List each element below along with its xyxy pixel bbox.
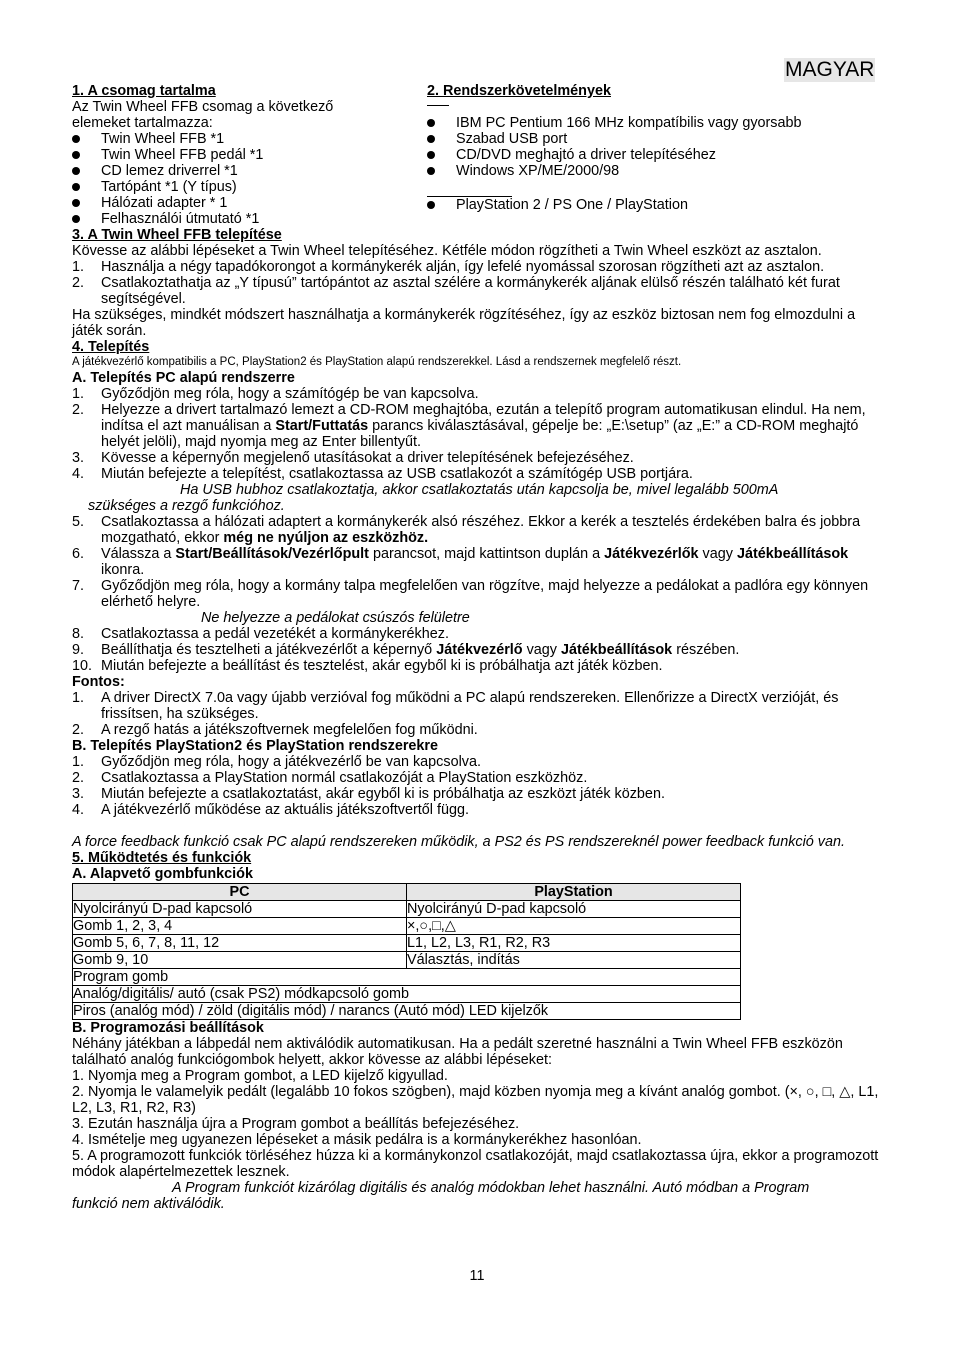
list-item: 9. Beállíthatja és tesztelheti a játékvezérlőt a képernyő Játékvezérlő vagy Játékbeállítások részében. — [72, 642, 740, 658]
list-item: IBM PC Pentium 166 MHz kompatíbilis vagy gyorsabb — [427, 115, 887, 131]
list-item: 10. Miután befejezte a beállítást és tesztelést, akár egyből ki is próbálhatja azt játék közben. — [72, 658, 663, 674]
installation-note: A játékvezérlő kompatibilis a PC, PlayStation2 és PlayStation alapú rendszerekkel. Lásd a rendszernek megfelelő részt. — [72, 356, 682, 368]
list-item: Twin Wheel FFB *1 — [72, 131, 417, 147]
list-item: 5. Csatlakoztassa a hálózati adaptert a kormánykerék alsó részéhez. Ekkor a kerék a tesztelés érdekében balra és jobbra mozgatható, ekkor még ne nyúljon az eszközhöz. — [72, 514, 861, 546]
pc-install-title: A. Telepítés PC alapú rendszerre — [72, 370, 295, 386]
list-item: 4. Miután befejezte a telepítést, csatlakoztassa az USB csatlakozót a számítógép USB portjára. — [72, 466, 693, 482]
language-label: MAGYAR — [785, 58, 875, 81]
table-cell: L1, L2, L3, R1, R2, R3 — [407, 935, 741, 952]
list-item: 4. A játékvezérlő működése az aktuális játékszoftvertől függ. — [72, 802, 469, 818]
table-header-row — [73, 884, 741, 901]
console-requirements-list — [427, 197, 887, 213]
wheel-install-outro: Ha szükséges, mindkét módszert használhatja a kormánykerék rögzítéséhez, így az eszköz biztosan nem fog elmozdulni a játék során. — [72, 307, 856, 339]
table-row — [73, 969, 741, 986]
list-item: 2. Csatlakoztassa a PlayStation normál csatlakozóját a PlayStation eszközhöz. — [72, 770, 588, 786]
list-item: Hálózati adapter * 1 — [72, 195, 417, 211]
usb-hub-note: Ha USB hubhoz csatlakoztatja, akkor csatlakoztatás után kapcsolja be, mivel legalább 500mA — [180, 482, 779, 498]
page-number: 11 — [469, 1268, 485, 1284]
table-row — [73, 986, 741, 1003]
system-requirements-section — [427, 83, 887, 213]
operation-title: 5. Működtetés és funkciók — [72, 850, 252, 866]
list-item: 8. Csatlakoztassa a pedál vezetékét a kormánykerékhez. — [72, 626, 449, 642]
table-cell: Nyolcirányú D-pad kapcsoló — [407, 901, 741, 918]
list-item: 7. Győződjön meg róla, hogy a kormány talpa megfelelően van rögzítve, majd helyezze a pedálokat a padlóra egy könnyen elérhető helyre. — [72, 578, 869, 610]
pc-install-steps-cont — [72, 514, 884, 610]
table-cell: Gomb 1, 2, 3, 4 — [73, 918, 407, 935]
force-feedback-note: A force feedback funkció csak PC alapú rendszereken működik, a PS2 és PS rendszereknél power feedback funkció van. — [72, 834, 845, 850]
button-functions-table — [72, 883, 741, 1020]
list-item: 1. Használja a négy tapadókorongot a kormánykerék alján, így lefelé nyomással szorosan rögzítheti azt az asztalon. — [72, 259, 825, 275]
list-item: 3. Miután befejezte a csatlakoztatást, akár egyből ki is próbálhatja az eszközt játék közben. — [72, 786, 665, 802]
table-cell: Választás, indítás — [407, 952, 741, 969]
pc-install-steps-end — [72, 626, 884, 674]
pedal-note: Ne helyezze a pedálokat csúszós felületre — [201, 610, 470, 626]
package-contents-title: 1. A csomag tartalma — [72, 83, 216, 99]
list-item: CD/DVD meghajtó a driver telepítéséhez — [427, 147, 887, 163]
table-cell: Nyolcirányú D-pad kapcsoló — [73, 901, 407, 918]
wheel-install-steps — [72, 259, 884, 307]
program-mode-note-cont: funkció nem aktiválódik. — [72, 1196, 225, 1212]
installation-title: 4. Telepítés — [72, 339, 150, 355]
table-cell: Analóg/digitális/ autó (csak PS2) módkapcsoló gomb — [73, 986, 741, 1003]
list-item: Szabad USB port — [427, 131, 887, 147]
programming-step: 1. Nyomja meg a Program gombot, a LED kijelző kigyullad. — [72, 1068, 448, 1084]
list-item: Twin Wheel FFB pedál *1 — [72, 147, 417, 163]
package-contents-section — [72, 83, 417, 227]
list-item: Felhasználói útmutató *1 — [72, 211, 417, 227]
divider — [427, 105, 449, 106]
program-mode-note: A Program funkciót kizárólag digitális és analóg módokban lehet használni. Autó módban a Program — [172, 1180, 810, 1196]
wheel-install-intro: Kövesse az alábbi lépéseket a Twin Wheel telepítéséhez. Kétféle módon rögzítheti a Twin Wheel eszközt az asztalon. — [72, 243, 822, 259]
table-header-cell: PC — [73, 884, 407, 901]
ps-install-steps — [72, 754, 884, 818]
system-requirements-title: 2. Rendszerkövetelmények — [427, 83, 611, 99]
table-header-cell: PlayStation — [407, 884, 741, 901]
table-row — [73, 918, 741, 935]
important-title: Fontos: — [72, 674, 125, 690]
list-item: 1. Győződjön meg róla, hogy a játékvezérlő be van kapcsolva. — [72, 754, 481, 770]
list-item: Windows XP/ME/2000/98 — [427, 163, 887, 179]
programming-step: 3. Ezután használja újra a Program gombot a beállítás befejezéséhez. — [72, 1116, 520, 1132]
table-cell: ×,○,□,△ — [407, 918, 741, 935]
programming-step: 4. Ismételje meg ugyanezen lépéseket a másik pedálra is a kormánykerékhez hasonlóan. — [72, 1132, 642, 1148]
list-item: 2. Csatlakoztathatja az „Y típusú” tartópántot az asztal szélére a kormánykerék aljának elülső részén található két furat segítségével. — [72, 275, 840, 307]
list-item: Tartópánt *1 (Y típus) — [72, 179, 417, 195]
package-contents-intro: Az Twin Wheel FFB csomag a következő elemeket tartalmazza: — [72, 99, 334, 131]
table-cell: Piros (analóg mód) / zöld (digitális mód) / narancs (Autó mód) LED kijelzők — [73, 1003, 741, 1020]
table-row — [73, 901, 741, 918]
button-functions-title: A. Alapvető gombfunkciók — [72, 866, 253, 882]
list-item: 6. Válassza a Start/Beállítások/Vezérlőpult parancsot, majd kattintson duplán a Játékvezérlők vagy Játékbeállítások ikonra. — [72, 546, 849, 578]
list-item: 1. Győződjön meg róla, hogy a számítógép be van kapcsolva. — [72, 386, 479, 402]
pc-requirements-list — [427, 115, 887, 179]
list-item: CD lemez driverrel *1 — [72, 163, 417, 179]
list-item: 3. Kövesse a képernyőn megjelenő utasításokat a driver telepítésének befejezéséhez. — [72, 450, 634, 466]
usb-hub-note-cont: szükséges a rezgő funkcióhoz. — [88, 498, 285, 514]
list-item: 2. Helyezze a drivert tartalmazó lemezt a CD-ROM meghajtóba, ezután a telepítő program automatikusan elindul. Ha nem, indítsa el azt manuálisan a Start/Futtatás parancs kiválasztásával, gépelje be: „E:\setup” (az „E:” a CD-ROM meghajtó helyét jelöli), majd nyomja meg az Enter billentyűt. — [72, 402, 866, 450]
table-cell: Gomb 9, 10 — [73, 952, 407, 969]
programming-title: B. Programozási beállítások — [72, 1020, 264, 1036]
package-contents-list — [72, 131, 417, 227]
main-content — [72, 227, 884, 1212]
wheel-install-title: 3. A Twin Wheel FFB telepítése — [72, 227, 282, 243]
table-row — [73, 1003, 741, 1020]
list-item: 1. A driver DirectX 7.0a vagy újabb verzióval fog működni a PC alapú rendszereken. Ellenőrizze a DirectX verzióját, és frissítsen, ha szükséges. — [72, 690, 839, 722]
table-cell: Program gomb — [73, 969, 741, 986]
important-list — [72, 690, 884, 738]
programming-step: 5. A programozott funkciók törléséhez húzza ki a kormánykonzol csatlakozóját, majd csatlakoztassa újra, ekkor a programozott módok alapértelmezettek lesznek. — [72, 1148, 879, 1180]
table-row — [73, 952, 741, 969]
table-row — [73, 935, 741, 952]
list-item: PlayStation 2 / PS One / PlayStation — [427, 197, 887, 213]
list-item: 2. A rezgő hatás a játékszoftvernek megfelelően fog működni. — [72, 722, 478, 738]
programming-step: 2. Nyomja le valamelyik pedált (legalább 10 fokos szögben), majd közben nyomja meg a kívánt analóg gombot. (×, ○, □, △, L1, L2, L3, R1, R2, R3) — [72, 1084, 879, 1116]
table-cell: Gomb 5, 6, 7, 8, 11, 12 — [73, 935, 407, 952]
programming-intro: Néhány játékban a lábpedál nem aktiválódik automatikusan. Ha a pedált szeretné használni a Twin Wheel FFB eszközön található analóg funkciógombok helyett, akkor kövesse az alábbi lépéseket: — [72, 1036, 843, 1068]
ps-install-title: B. Telepítés PlayStation2 és PlayStation rendszerekre — [72, 738, 439, 754]
pc-install-steps — [72, 386, 884, 482]
